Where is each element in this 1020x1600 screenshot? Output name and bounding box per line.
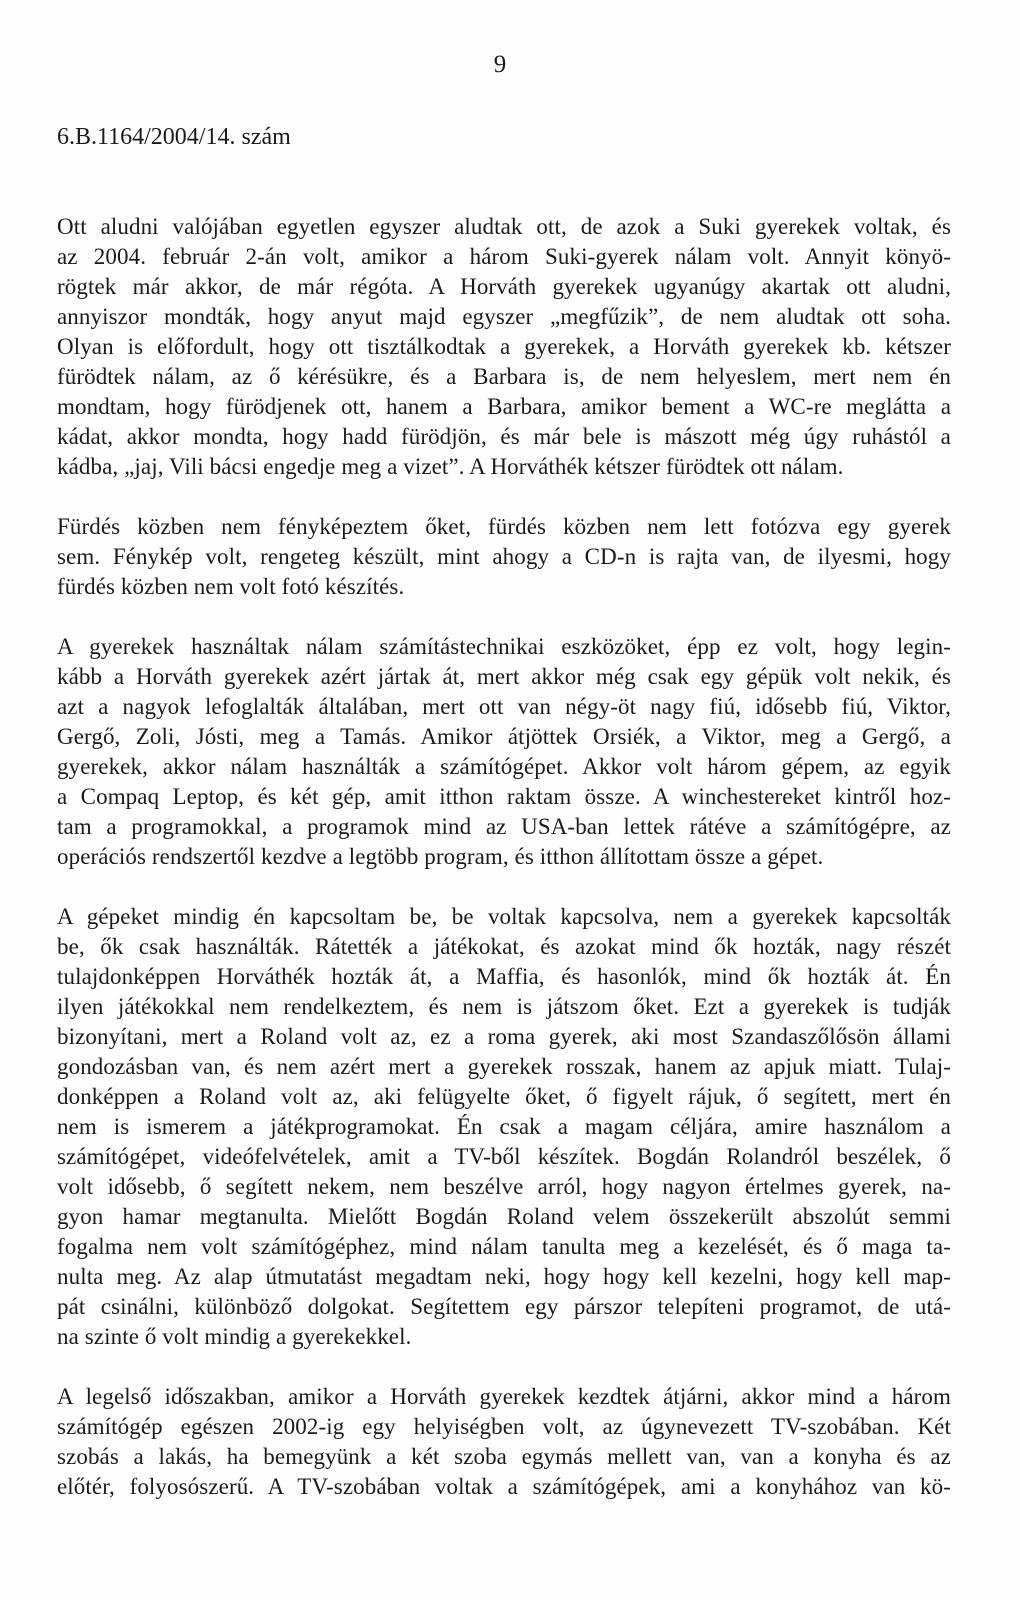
- text-line: Ott aludni valójában egyetlen egyszer aludtak ott, de azok a Suki gyerekek voltak, és: [57, 214, 951, 239]
- text-line: számítógépet, videófelvételek, amit a TV-ből készítek. Bogdán Rolandról beszélek, ő: [57, 1144, 951, 1169]
- text-line: tam a programokkal, a programok mind az USA-ban lettek rátéve a számítógépre, az: [57, 814, 951, 839]
- case-number: 6.B.1164/2004/14. szám: [57, 124, 291, 150]
- text-line: számítógép egészen 2002-ig egy helyiségben volt, az úgynevezett TV-szobában. Két: [57, 1414, 951, 1439]
- text-line: fürödtek nálam, az ő kérésükre, és a Barbara is, de nem helyeslem, mert nem én: [57, 364, 951, 389]
- text-line: előtér, folyosószerű. A TV-szobában voltak a számítógépek, ami a konyhához van kö-: [57, 1474, 951, 1499]
- text-line: kádba, „jaj, Vili bácsi engedje meg a vizet”. A Horváthék kétszer fürödtek ott nálam.: [57, 454, 844, 479]
- text-line: kább a Horváth gyerekek azért jártak át, mert akkor még csak egy gépük volt nekik, és: [57, 664, 951, 689]
- text-line: gyon hamar megtanulta. Mielőtt Bogdán Roland velem összekerült abszolút semmi: [57, 1204, 951, 1229]
- text-line: kádat, akkor mondta, hogy hadd fürödjön, és már bele is mászott még úgy ruhástól a: [57, 424, 951, 449]
- text-line: az 2004. február 2-án volt, amikor a három Suki-gyerek nálam volt. Annyit könyö-: [57, 244, 951, 269]
- text-line: operációs rendszertől kezdve a legtöbb program, és itthon állítottam össze a gépet.: [57, 844, 824, 869]
- paragraph-2: [57, 512, 951, 602]
- text-line: fürdés közben nem volt fotó készítés.: [57, 574, 405, 599]
- text-line: donképpen a Roland volt az, aki felügyelte őket, ő figyelt rájuk, ő segített, mert én: [57, 1084, 951, 1109]
- text-line: annyiszor mondták, hogy anyut majd egyszer „megfűzik”, de nem aludtak ott soha.: [57, 304, 951, 329]
- text-line: nulta meg. Az alap útmutatást megadtam neki, hogy hogy kell kezelni, hogy kell map-: [57, 1264, 951, 1289]
- text-line: volt idősebb, ő segített nekem, nem beszélve arról, hogy nagyon értelmes gyerek, na-: [57, 1174, 951, 1199]
- text-line: szobás a lakás, ha bemegyünk a két szoba egymás mellett van, van a konyha és az: [57, 1444, 951, 1469]
- text-line: bizonyítani, mert a Roland volt az, ez a roma gyerek, aki most Szandaszőlősön állami: [57, 1024, 951, 1049]
- text-line: A gyerekek használtak nálam számítástechnikai eszközöket, épp ez volt, hogy legin-: [57, 634, 951, 659]
- paragraph-1: [57, 212, 951, 482]
- paragraph-5: [57, 1382, 951, 1502]
- text-line: sem. Fénykép volt, rengeteg készült, mint ahogy a CD-n is rajta van, de ilyesmi, hogy: [57, 544, 951, 569]
- body-text: [57, 212, 951, 1532]
- text-line: a Compaq Leptop, és két gép, amit itthon raktam össze. A winchestereket kintről hoz-: [57, 784, 951, 809]
- text-line: fogalma nem volt számítógéphez, mind nálam tanulta meg a kezelését, és ő maga ta-: [57, 1234, 951, 1259]
- text-line: tulajdonképpen Horváthék hozták át, a Maffia, és hasonlók, mind ők hozták át. Én: [57, 964, 951, 989]
- text-line: Gergő, Zoli, Jósti, meg a Tamás. Amikor átjöttek Orsiék, a Viktor, meg a Gergő, a: [57, 724, 951, 749]
- paragraph-3: [57, 632, 951, 872]
- text-line: A legelső időszakban, amikor a Horváth gyerekek kezdtek átjárni, akkor mind a három: [57, 1384, 951, 1409]
- text-line: azt a nagyok lefoglalták általában, mert ott van négy-öt nagy fiú, idősebb fiú, Viktor,: [57, 694, 951, 719]
- text-line: gyerekek, akkor nálam használták a számítógépet. Akkor volt három gépem, az egyik: [57, 754, 951, 779]
- text-line: Fürdés közben nem fényképeztem őket, fürdés közben nem lett fotózva egy gyerek: [57, 514, 951, 539]
- text-line: ilyen játékokkal nem rendelkeztem, és nem is játszom őket. Ezt a gyerekek is tudják: [57, 994, 951, 1019]
- text-line: gondozásban van, és nem azért mert a gyerekek rosszak, hanem az apjuk miatt. Tulaj-: [57, 1054, 951, 1079]
- text-line: nem is ismerem a játékprogramokat. Én csak a magam céljára, amire használom a: [57, 1114, 951, 1139]
- text-line: mondtam, hogy fürödjenek ott, hanem a Barbara, amikor bement a WC-re meglátta a: [57, 394, 951, 419]
- text-line: rögtek már akkor, de már régóta. A Horváth gyerekek ugyanúgy akartak ott aludni,: [57, 274, 951, 299]
- page-number: 9: [493, 51, 507, 78]
- text-line: na szinte ő volt mindig a gyerekekkel.: [57, 1324, 412, 1349]
- paragraph-4: [57, 902, 951, 1352]
- text-line: pát csinálni, különböző dolgokat. Segítettem egy párszor telepíteni programot, de utá-: [57, 1294, 951, 1319]
- text-line: A gépeket mindig én kapcsoltam be, be voltak kapcsolva, nem a gyerekek kapcsolták: [57, 904, 951, 929]
- text-line: be, ők csak használták. Rátették a játékokat, és azokat mind ők hozták, nagy részét: [57, 934, 951, 959]
- text-line: Olyan is előfordult, hogy ott tisztálkodtak a gyerekek, a Horváth gyerekek kb. kétszer: [57, 334, 951, 359]
